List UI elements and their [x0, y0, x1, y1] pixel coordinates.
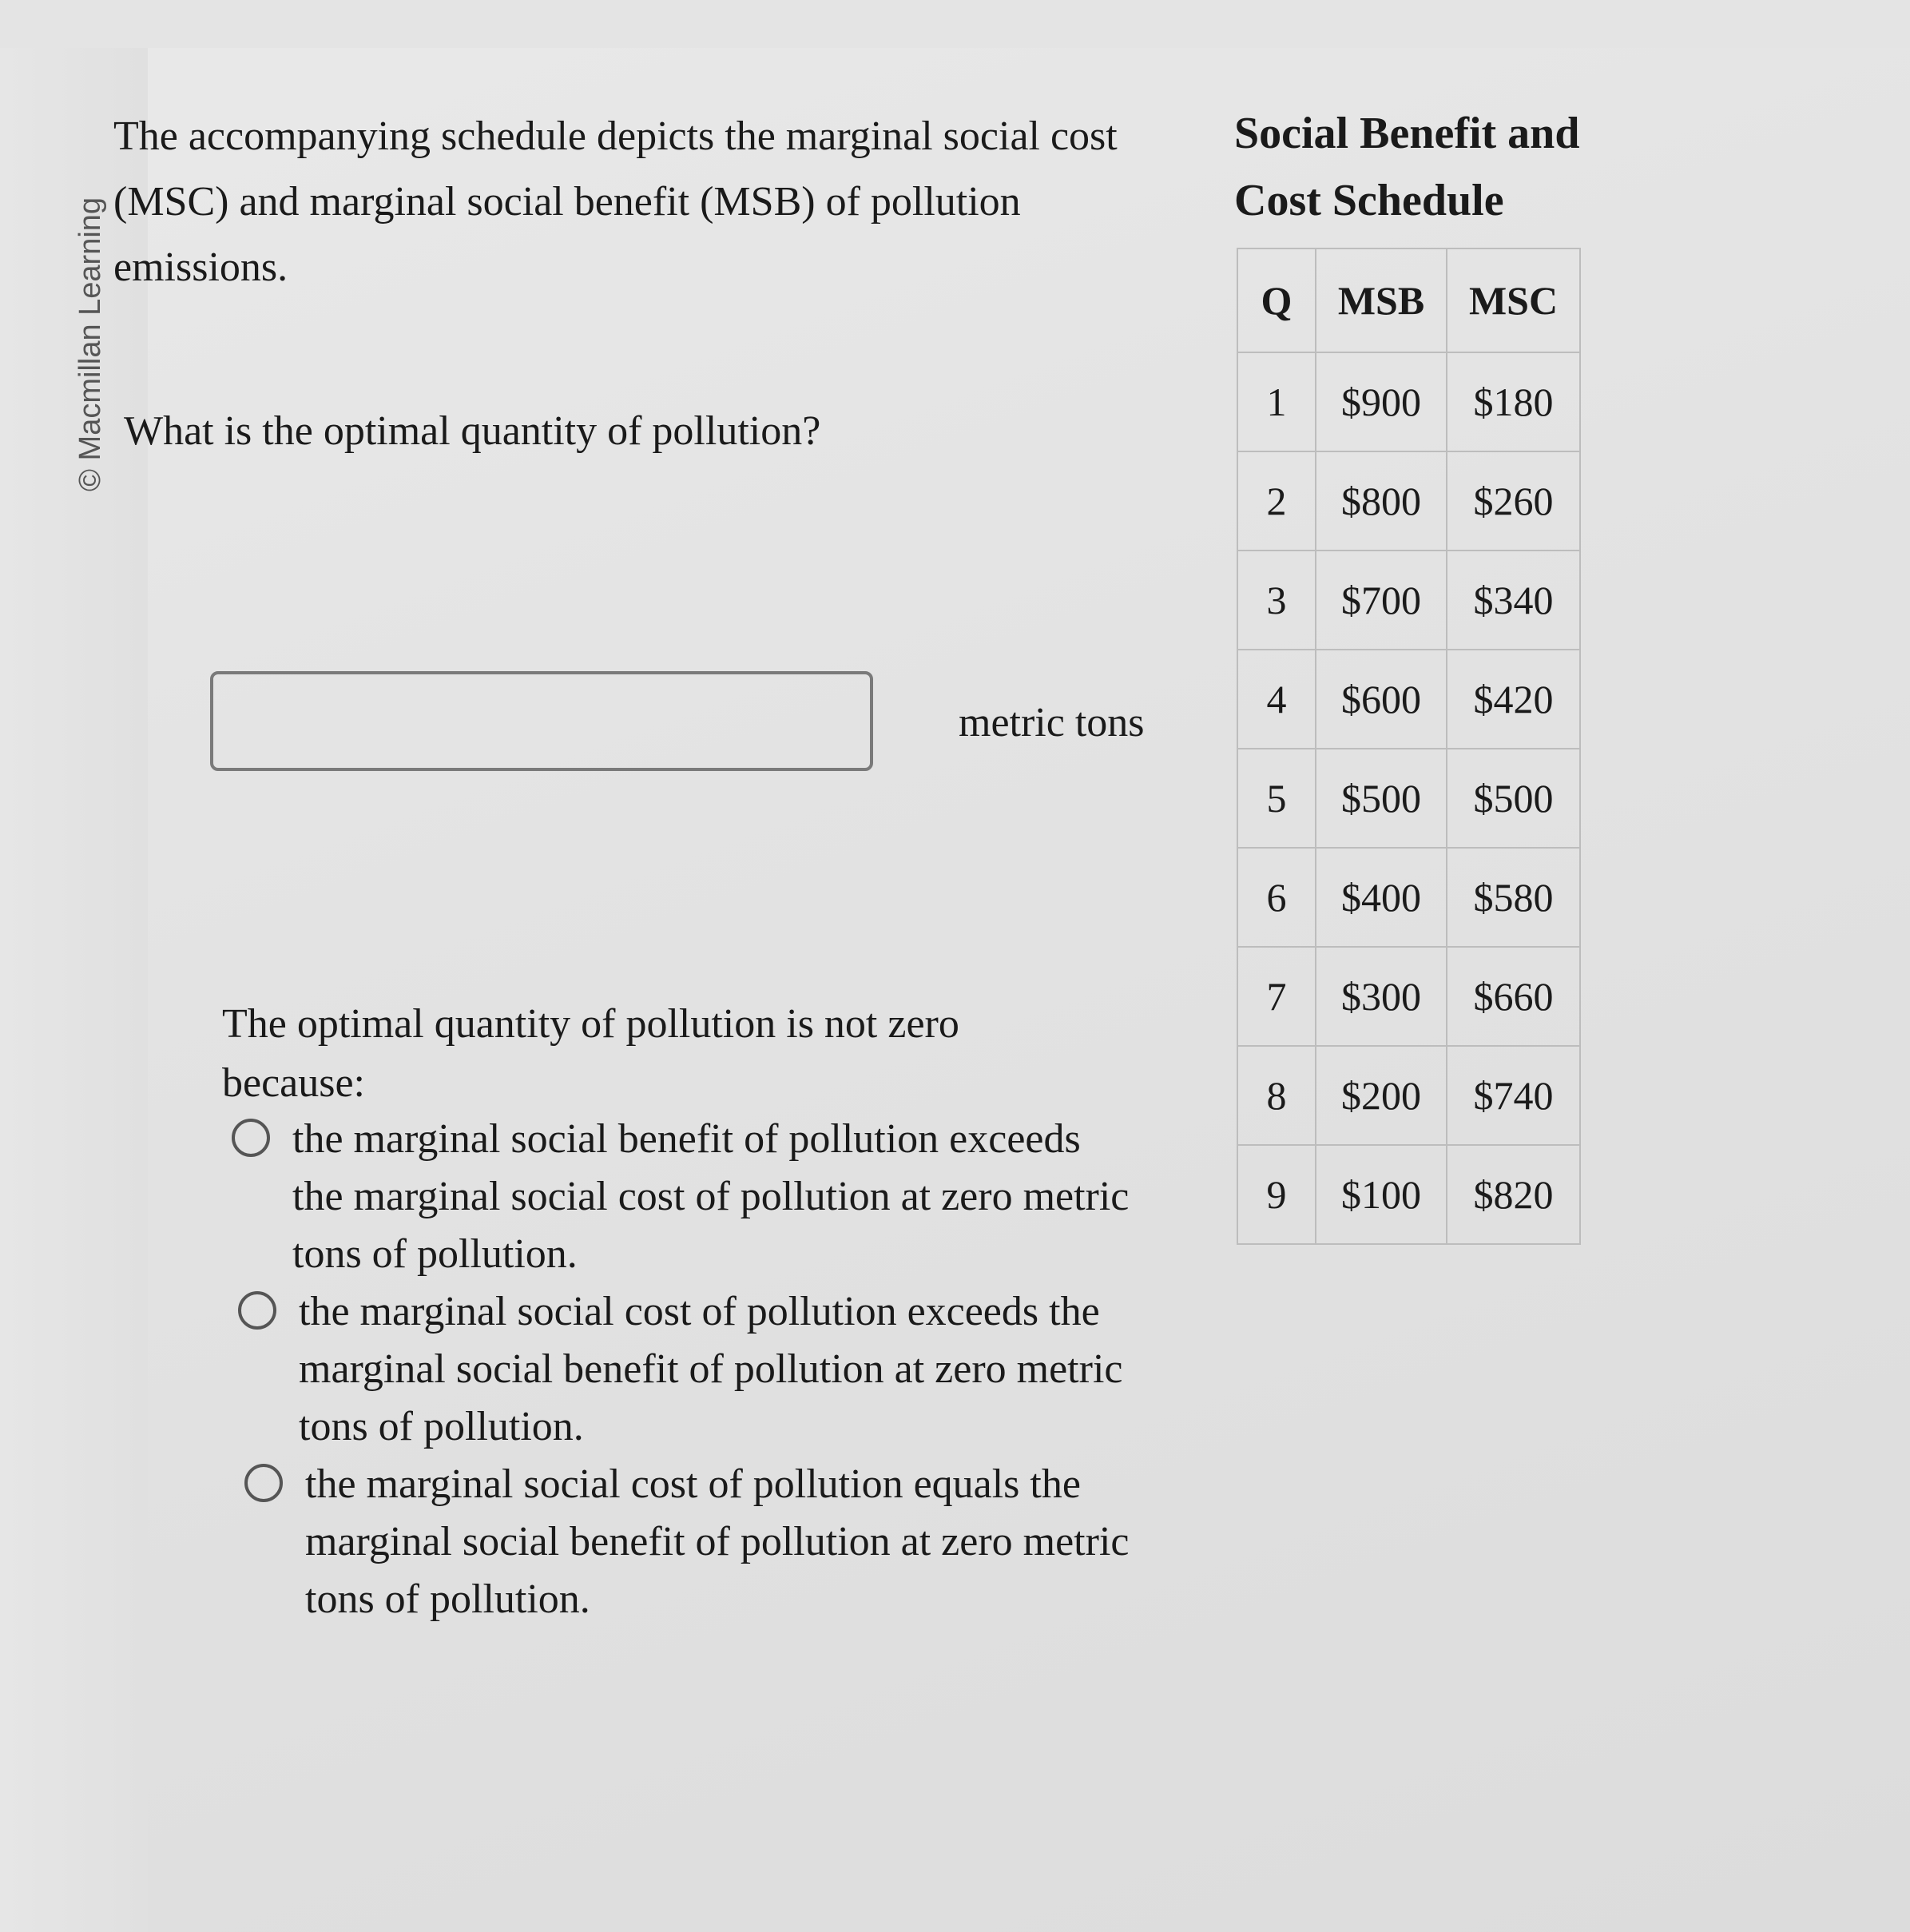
cell-msc: $580: [1447, 848, 1580, 947]
cell-msb: $100: [1316, 1145, 1447, 1244]
top-strip: [0, 0, 1910, 48]
unit-label: metric tons: [959, 700, 1145, 745]
cell-msc: $660: [1447, 947, 1580, 1046]
cell-msc: $420: [1447, 650, 1580, 749]
cell-msb: $400: [1316, 848, 1447, 947]
optimal-quantity-input[interactable]: [210, 671, 873, 771]
header-q: Q: [1237, 248, 1316, 352]
table-row: [1237, 650, 1580, 749]
cell-msb: $500: [1316, 749, 1447, 848]
cell-q: 4: [1237, 650, 1316, 749]
cell-msc: $180: [1447, 352, 1580, 451]
cell-q: 8: [1237, 1046, 1316, 1145]
option-2[interactable]: [238, 1283, 1146, 1456]
question-text: What is the optimal quantity of pollution?: [124, 408, 821, 454]
cell-msc: $500: [1447, 749, 1580, 848]
cell-msb: $300: [1316, 947, 1447, 1046]
cell-q: 9: [1237, 1145, 1316, 1244]
cell-msc: $740: [1447, 1046, 1580, 1145]
option-2-label: the marginal social cost of pollution exceeds the marginal social benefit of pollution at zero metric tons of pollution.: [299, 1289, 1123, 1449]
header-msb: MSB: [1316, 248, 1447, 352]
cell-msc: $340: [1447, 551, 1580, 650]
table-header-row: [1237, 248, 1580, 352]
table-row: [1237, 1145, 1580, 1244]
cell-q: 6: [1237, 848, 1316, 947]
table-row: [1237, 749, 1580, 848]
table-row: [1237, 848, 1580, 947]
reason-options: [232, 1111, 1130, 1628]
cell-msb: $700: [1316, 551, 1447, 650]
table-row: [1237, 947, 1580, 1046]
radio-button-3[interactable]: [244, 1464, 283, 1502]
cell-msb: $800: [1316, 451, 1447, 551]
option-3-label: the marginal social cost of pollution equals the marginal social benefit of pollution at zero metric tons of pollution.: [305, 1461, 1130, 1622]
option-3[interactable]: [244, 1456, 1152, 1628]
cell-msc: $260: [1447, 451, 1580, 551]
cell-q: 1: [1237, 352, 1316, 451]
copyright-watermark: © Macmillan Learning: [73, 197, 107, 491]
intro-text: The accompanying schedule depicts the marginal social cost (MSC) and marginal social benefit (MSB) of pollution emissions.: [113, 113, 1118, 290]
reason-prompt: The optimal quantity of pollution is not zero because:: [222, 1001, 959, 1106]
table-row: [1237, 551, 1580, 650]
cell-q: 2: [1237, 451, 1316, 551]
table-row: [1237, 451, 1580, 551]
cell-q: 5: [1237, 749, 1316, 848]
cell-msb: $200: [1316, 1046, 1447, 1145]
cell-q: 7: [1237, 947, 1316, 1046]
cell-q: 3: [1237, 551, 1316, 650]
table-title: Social Benefit and Cost Schedule: [1234, 109, 1580, 225]
cell-msb: $900: [1316, 352, 1447, 451]
cell-msc: $820: [1447, 1145, 1580, 1244]
header-msc: MSC: [1447, 248, 1580, 352]
cell-msb: $600: [1316, 650, 1447, 749]
option-1-label: the marginal social benefit of pollution exceeds the marginal social cost of pollution at zero metric tons of pollution.: [292, 1116, 1130, 1277]
radio-button-2[interactable]: [238, 1291, 276, 1330]
option-1[interactable]: [232, 1111, 1139, 1283]
table-row: [1237, 352, 1580, 451]
table-row: [1237, 1046, 1580, 1145]
schedule-table: [1237, 248, 1581, 1245]
radio-button-1[interactable]: [232, 1119, 270, 1157]
